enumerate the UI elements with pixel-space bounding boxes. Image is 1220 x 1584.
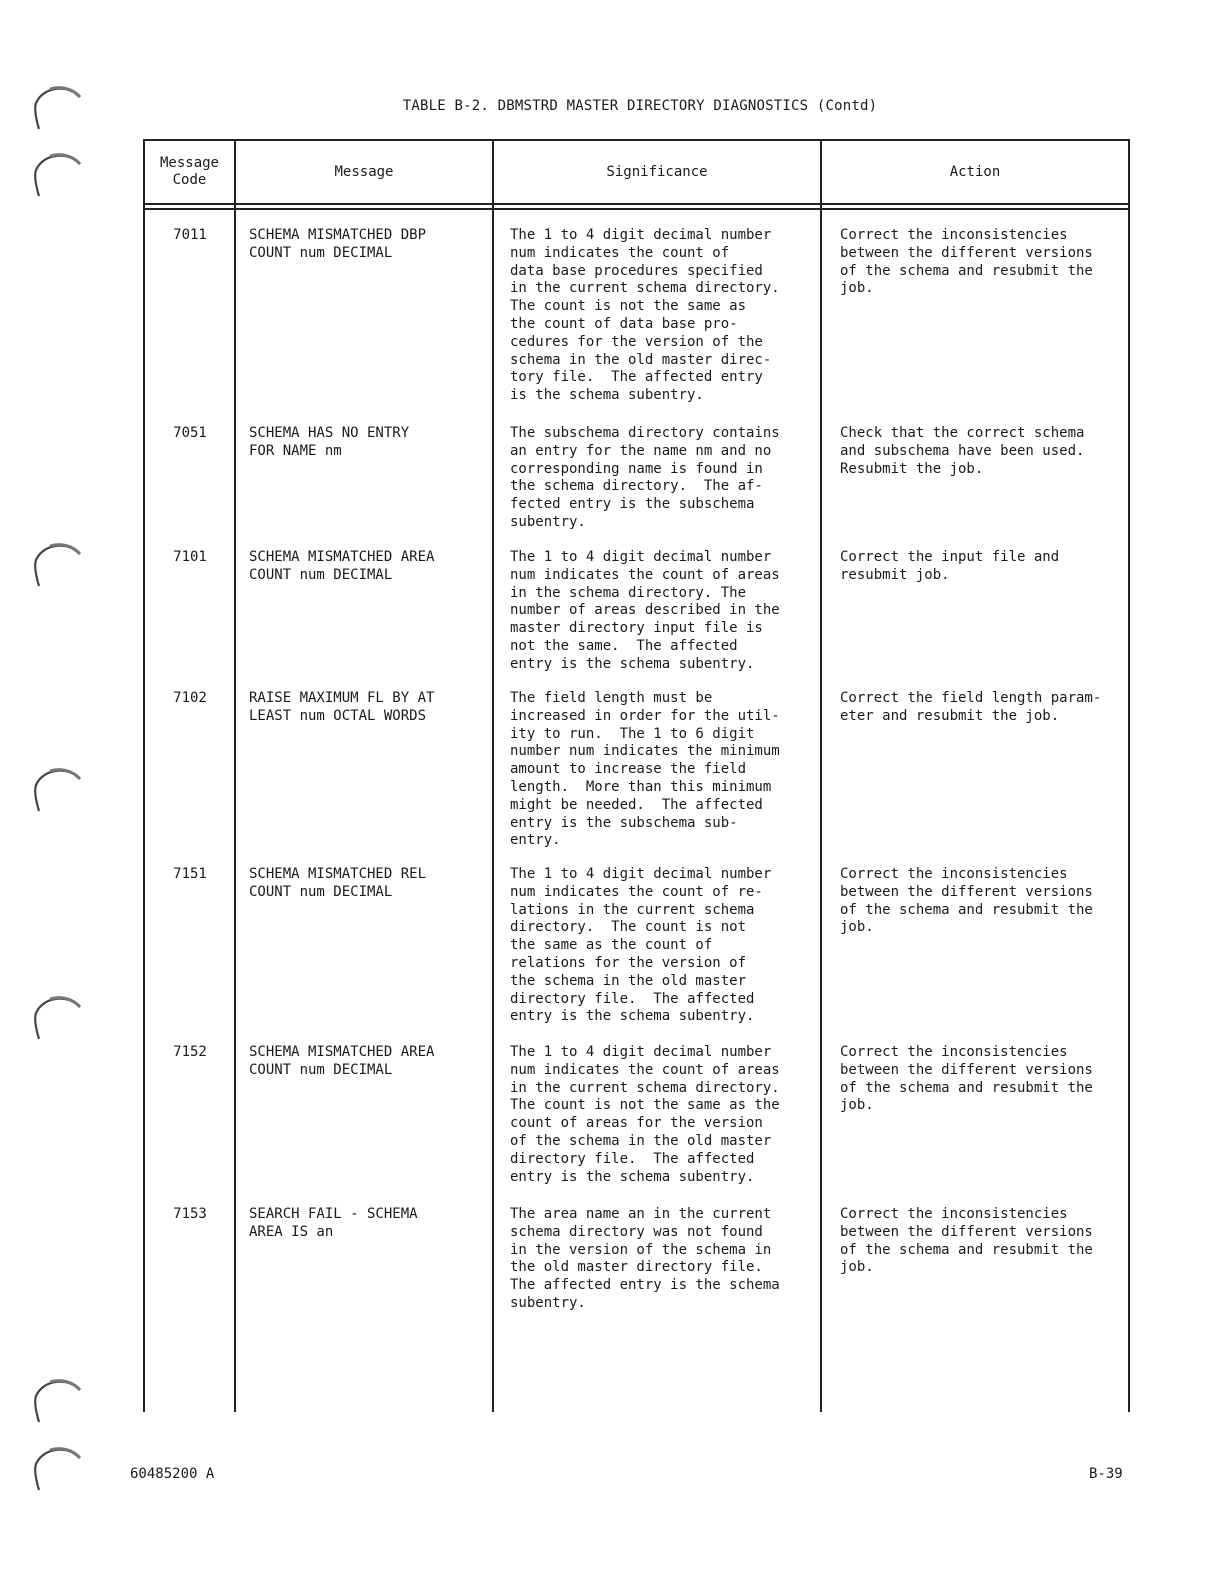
- column-header-action: Action: [949, 163, 1001, 180]
- message-code: 7011: [173, 227, 207, 243]
- binder-hole-mark: [30, 540, 82, 588]
- message-text: SEARCH FAIL - SCHEMA AREA IS an: [249, 1206, 418, 1240]
- message-text: SCHEMA MISMATCHED AREA COUNT num DECIMAL: [249, 549, 435, 583]
- message-code: 7101: [173, 549, 207, 565]
- significance-text: The 1 to 4 digit decimal number num indicates the count of areas in the current schema directory. The count is not the same as the count of areas for the version of the schema in the old master directory file. The affected entry is the schema subentry.: [510, 1044, 780, 1185]
- message-text: SCHEMA MISMATCHED REL COUNT num DECIMAL: [249, 866, 427, 900]
- header-rule: [145, 203, 1128, 205]
- binder-hole-mark: [30, 765, 82, 813]
- column-header-significance: Significance: [606, 163, 708, 180]
- message-text: SCHEMA HAS NO ENTRY FOR NAME nm: [249, 425, 410, 459]
- message-code: 7151: [173, 866, 207, 882]
- column-divider: [820, 141, 822, 1412]
- significance-text: The 1 to 4 digit decimal number num indicates the count of data base procedures specified in the current schema directory. The count is not the same as the count of data base pro- cedures for the version of the schema in the old master direc- tory file. The affected entry is the schema subentry.: [510, 227, 780, 404]
- diagnostics-table: [143, 139, 1130, 1412]
- significance-text: The area name an in the current schema directory was not found in the version of the schema in the old master directory file. The affected entry is the schema subentry.: [510, 1206, 780, 1311]
- message-text: RAISE MAXIMUM FL BY AT LEAST num OCTAL WORDS: [249, 690, 435, 724]
- column-header-code: Message Code: [159, 155, 219, 188]
- message-code: 7102: [173, 690, 207, 706]
- page-number: B-39: [1089, 1466, 1123, 1482]
- action-text: Correct the inconsistencies between the different versions of the schema and resubmit the job.: [840, 866, 1093, 936]
- message-text: SCHEMA MISMATCHED DBP COUNT num DECIMAL: [249, 227, 427, 261]
- binder-hole-mark: [30, 1376, 82, 1424]
- message-code: 7152: [173, 1044, 207, 1060]
- document-number: 60485200 A: [130, 1466, 215, 1482]
- binder-hole-mark: [30, 150, 82, 198]
- binder-hole-mark: [30, 1444, 82, 1492]
- message-code: 7153: [173, 1206, 207, 1222]
- column-header-message: Message: [334, 163, 394, 180]
- action-text: Correct the inconsistencies between the different versions of the schema and resubmit the job.: [840, 227, 1093, 297]
- header-rule: [145, 208, 1128, 210]
- significance-text: The 1 to 4 digit decimal number num indicates the count of areas in the schema directory. The number of areas described in the master directory input file is not the same. The affected entry is the schema subentry.: [510, 549, 780, 672]
- table-title: TABLE B-2. DBMSTRD MASTER DIRECTORY DIAGNOSTICS (Contd): [402, 98, 878, 114]
- action-text: Correct the inconsistencies between the different versions of the schema and resubmit the job.: [840, 1206, 1093, 1276]
- message-text: SCHEMA MISMATCHED AREA COUNT num DECIMAL: [249, 1044, 435, 1078]
- significance-text: The 1 to 4 digit decimal number num indicates the count of re- lations in the current schema directory. The count is not the same as the count of relations for the version of the schema in the old master directory file. The affected entry is the schema subentry.: [510, 866, 772, 1025]
- binder-hole-mark: [30, 993, 82, 1041]
- action-text: Correct the field length param- eter and resubmit the job.: [840, 690, 1102, 724]
- action-text: Correct the inconsistencies between the different versions of the schema and resubmit the job.: [840, 1044, 1093, 1114]
- message-code: 7051: [173, 425, 207, 441]
- significance-text: The field length must be increased in order for the util- ity to run. The 1 to 6 digit number num indicates the minimum amount to increase the field length. More than this minimum might be needed. The affected entry is the subschema sub- entry.: [510, 690, 780, 849]
- column-divider: [492, 141, 494, 1412]
- action-text: Correct the input file and resubmit job.: [840, 549, 1060, 583]
- significance-text: The subschema directory contains an entry for the name nm and no corresponding name is found in the schema directory. The af- fected entry is the subschema subentry.: [510, 425, 780, 530]
- action-text: Check that the correct schema and subschema have been used. Resubmit the job.: [840, 425, 1085, 477]
